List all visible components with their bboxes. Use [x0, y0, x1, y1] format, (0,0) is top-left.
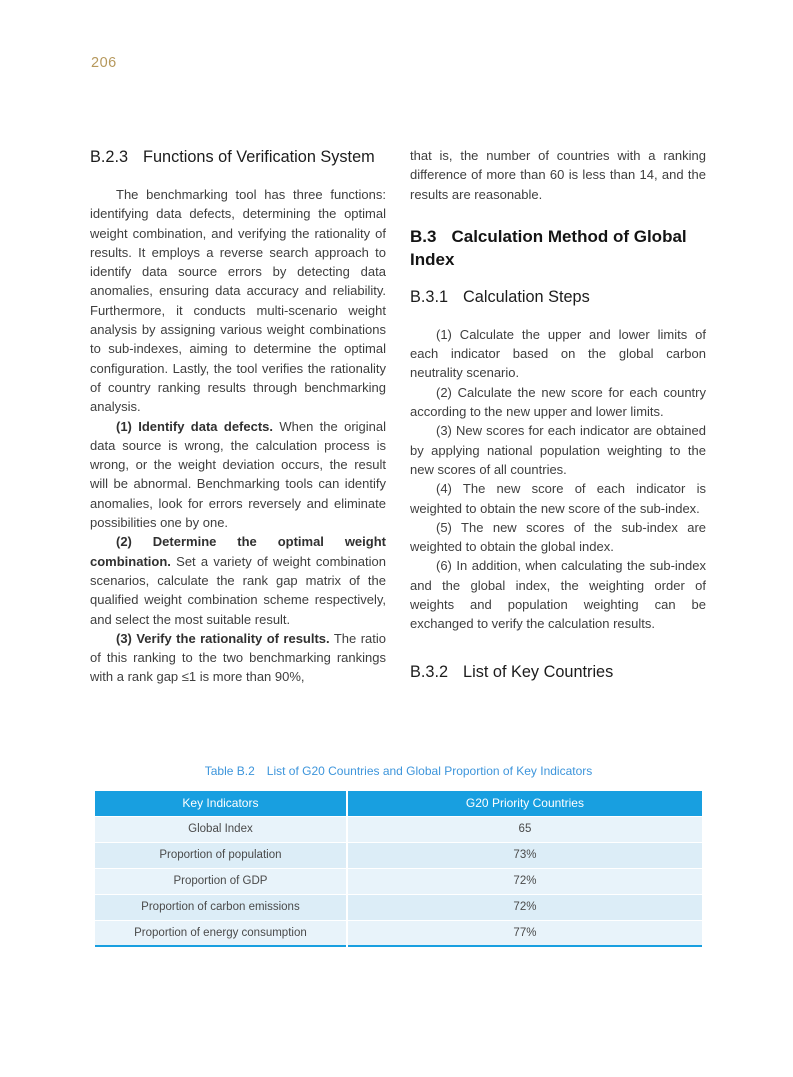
table-row: [95, 894, 702, 920]
table-cell: 72%: [347, 868, 702, 894]
section-title: List of Key Countries: [463, 662, 614, 681]
section-number: B.3.2: [410, 662, 449, 681]
step-paragraph: (6) In addition, when calculating the sub-index and the global index, the weighting order of weights and population weighting can be exchanged to verify the calculation results.: [410, 558, 706, 632]
paragraph: The benchmarking tool has three functions: identifying data defects, determining the optimal weight combination, and verifying the rationality of results. It employs a reverse search approach to identify data source errors by detecting data anomalies, ensuring data accuracy and reliability. Furthermore, it conducts multi-scenario weight analysis by assigning various weight combinations to sub-indexes, aiming to determine the optimal configuration. Lastly, the tool verifies the rationality of country ranking results through benchmarking analysis.: [90, 187, 386, 415]
right-column: [410, 146, 706, 687]
section-title: Calculation Steps: [463, 287, 590, 306]
table-caption-label: Table B.2: [204, 764, 255, 778]
table-cell: 73%: [347, 842, 702, 868]
paragraph: [90, 629, 386, 687]
paragraph: [90, 532, 386, 628]
table-cell: Proportion of population: [95, 842, 347, 868]
bold-lead: (2) Determine the optimal weight combination.: [90, 534, 386, 569]
left-column: [90, 146, 386, 687]
section-heading-b31: [410, 286, 706, 308]
paragraph-continuation: that is, the number of countries with a ranking difference of more than 60 is less than 14, and the results are reasonable.: [410, 148, 706, 202]
key-indicators-table: [95, 791, 702, 947]
table-header-cell: Key Indicators: [95, 791, 347, 816]
section-title: Functions of Verification System: [143, 148, 375, 166]
table-row: [95, 868, 702, 894]
step-paragraph: (1) Calculate the upper and lower limits of each indicator based on the global carbon neutrality scenario.: [410, 326, 706, 381]
paragraph-text: When the original data source is wrong, the calculation process is wrong, or the weight deviation occurs, the result will be abnormal. Benchmarking tools can identify anomalies, look for errors reversely and eliminate possibilities one by one.: [90, 418, 386, 531]
table-cell: 65: [347, 816, 702, 842]
table-cell: Proportion of carbon emissions: [95, 894, 347, 920]
table-cell: Proportion of energy consumption: [95, 920, 347, 946]
paragraph-text: Set a variety of weight combination scenarios, calculate the rank gap matrix of the qualified weight combination scheme respectively, and select the most suitable result.: [90, 553, 386, 627]
step-paragraph: (4) The new score of each indicator is weighted to obtain the new score of the sub-index.: [410, 481, 706, 516]
table-header-cell: G20 Priority Countries: [347, 791, 702, 816]
bold-lead: (1) Identify data defects.: [116, 418, 274, 434]
paragraph: [90, 417, 386, 533]
section-number: B.2.3: [90, 148, 129, 166]
table-row: [95, 920, 702, 946]
table-row: [95, 842, 702, 868]
table-header-row: [95, 791, 702, 816]
paragraph-text: The ratio of this ranking to the two benchmarking rankings with a rank gap ≤1 is more than 90%,: [90, 630, 386, 685]
section-title: Calculation Method of Global Index: [410, 226, 687, 269]
table-cell: Global Index: [95, 816, 347, 842]
table-cell: 72%: [347, 894, 702, 920]
section-heading-b32: [410, 661, 706, 683]
two-column-text-block: [90, 146, 707, 687]
table-row: [95, 816, 702, 842]
table-caption: [95, 764, 702, 778]
table-cell: Proportion of GDP: [95, 868, 347, 894]
step-paragraph: (5) The new scores of the sub-index are weighted to obtain the global index.: [410, 519, 706, 555]
section-heading-b3: [410, 225, 706, 271]
table-caption-title: List of G20 Countries and Global Proportion of Key Indicators: [266, 764, 593, 778]
section-number: B.3: [410, 226, 437, 246]
step-paragraph: (3) New scores for each indicator are obtained by applying national population weighting to the new scores of all countries.: [410, 423, 706, 477]
bold-lead: (3) Verify the rationality of results.: [116, 630, 330, 646]
section-heading-b23: [90, 146, 386, 168]
section-number: B.3.1: [410, 287, 449, 306]
table-cell: 77%: [347, 920, 702, 946]
key-indicators-table-section: [95, 764, 702, 947]
page-number: 206: [91, 55, 117, 71]
step-paragraph: (2) Calculate the new score for each country according to the new upper and lower limits.: [410, 384, 706, 420]
